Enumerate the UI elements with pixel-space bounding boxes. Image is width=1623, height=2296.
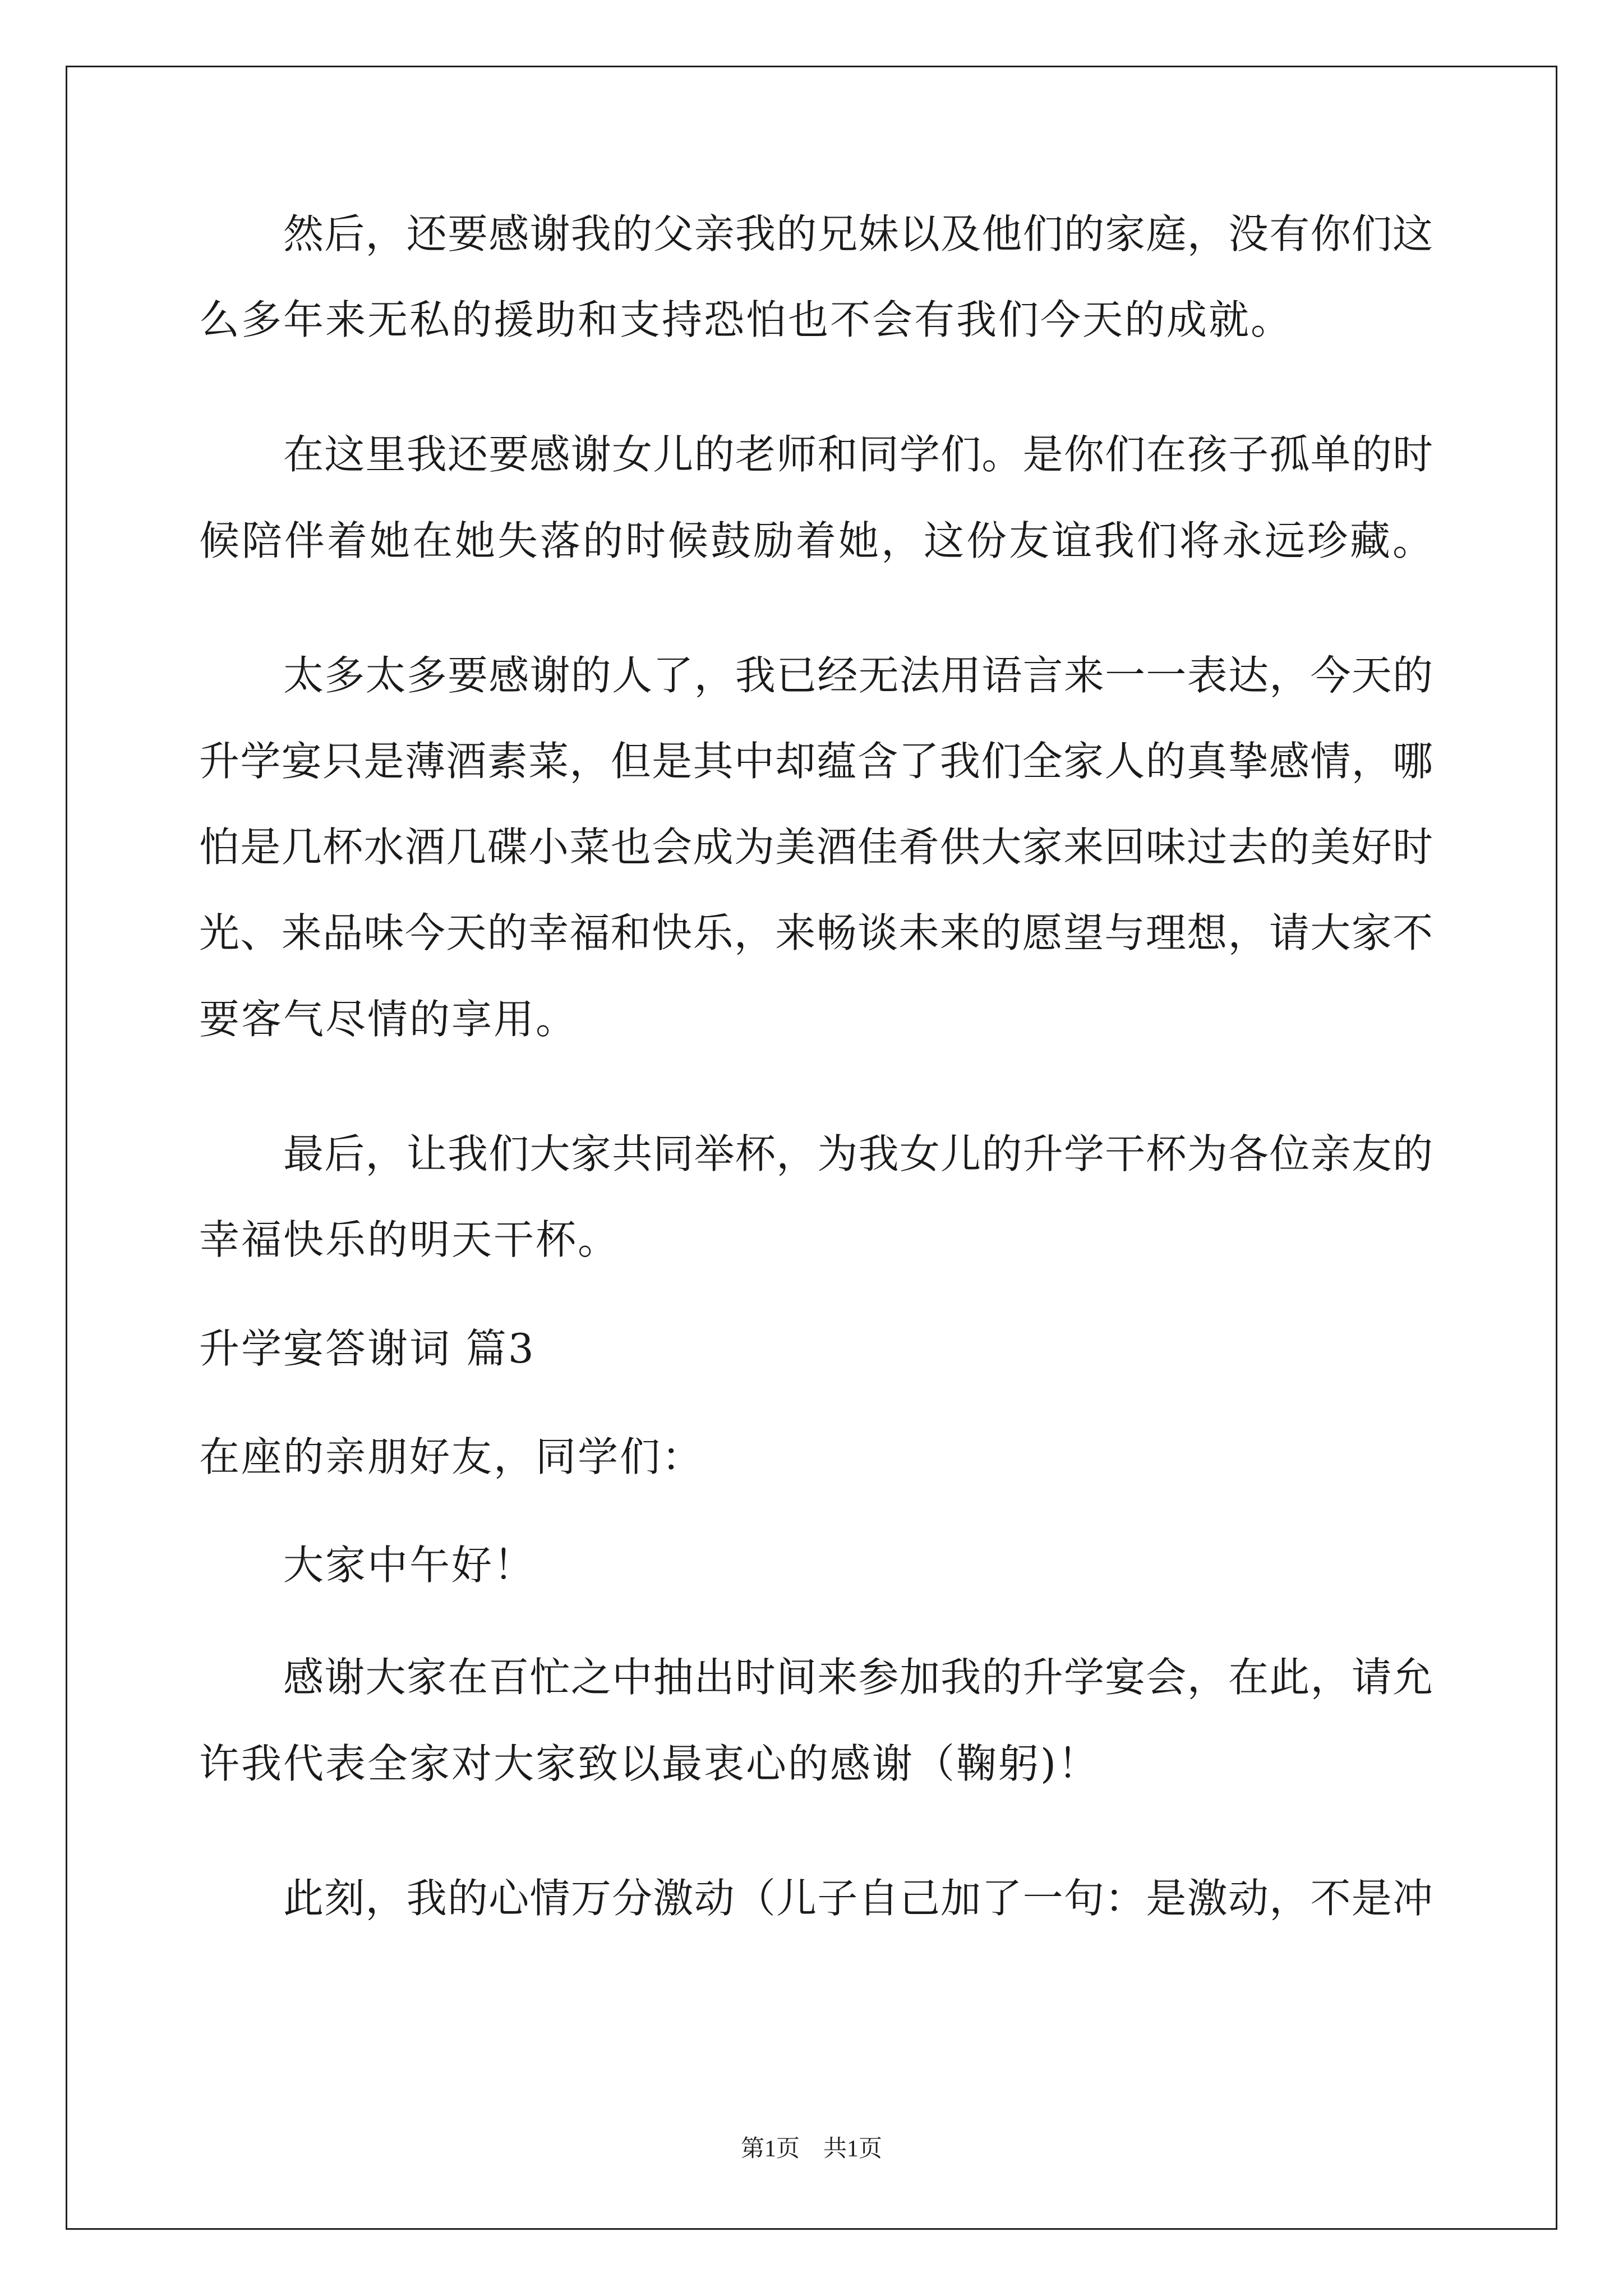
paragraph-line: 在这里我还要感谢女儿的老师和同学们。是你们在孩子孤单的时 <box>283 431 1433 478</box>
paragraph-line: 么多年来无私的援助和支持恐怕也不会有我们今天的成就。 <box>199 296 1293 343</box>
greeting: 大家中午好！ <box>283 1542 536 1589</box>
paragraph-line: 太多太多要感谢的人了，我已经无法用语言来一一表达，今天的 <box>283 652 1433 699</box>
paragraph-line: 幸福快乐的明天干杯。 <box>199 1216 620 1263</box>
section-heading: 升学宴答谢词 篇3 <box>199 1325 536 1372</box>
paragraph-line: 升学宴只是薄酒素菜，但是其中却蕴含了我们全家人的真挚感情，哪 <box>199 738 1433 785</box>
page-number-footer: 第1页 共1页 <box>740 2136 882 2162</box>
salutation: 在座的亲朋好友，同学们： <box>199 1433 704 1480</box>
paragraph-line: 此刻，我的心情万分激动（儿子自己加了一句：是激动，不是冲 <box>283 1875 1433 1922</box>
paragraph-line: 然后，还要感谢我的父亲我的兄妹以及他们的家庭，没有你们这 <box>283 210 1433 257</box>
paragraph-line: 许我代表全家对大家致以最衷心的感谢（鞠躬)！ <box>199 1740 1100 1787</box>
paragraph-line: 光、来品味今天的幸福和快乐，来畅谈未来的愿望与理想，请大家不 <box>199 909 1433 956</box>
paragraph-line: 最后，让我们大家共同举杯，为我女儿的升学干杯为各位亲友的 <box>283 1130 1433 1177</box>
paragraph-line: 要客气尽情的享用。 <box>199 996 578 1043</box>
paragraph-line: 候陪伴着她在她失落的时候鼓励着她，这份友谊我们将永远珍藏。 <box>199 517 1433 564</box>
paragraph-line: 感谢大家在百忙之中抽出时间来参加我的升学宴会，在此，请允 <box>283 1654 1433 1701</box>
paragraph-line: 怕是几杯水酒几碟小菜也会成为美酒佳肴供大家来回味过去的美好时 <box>199 823 1433 871</box>
